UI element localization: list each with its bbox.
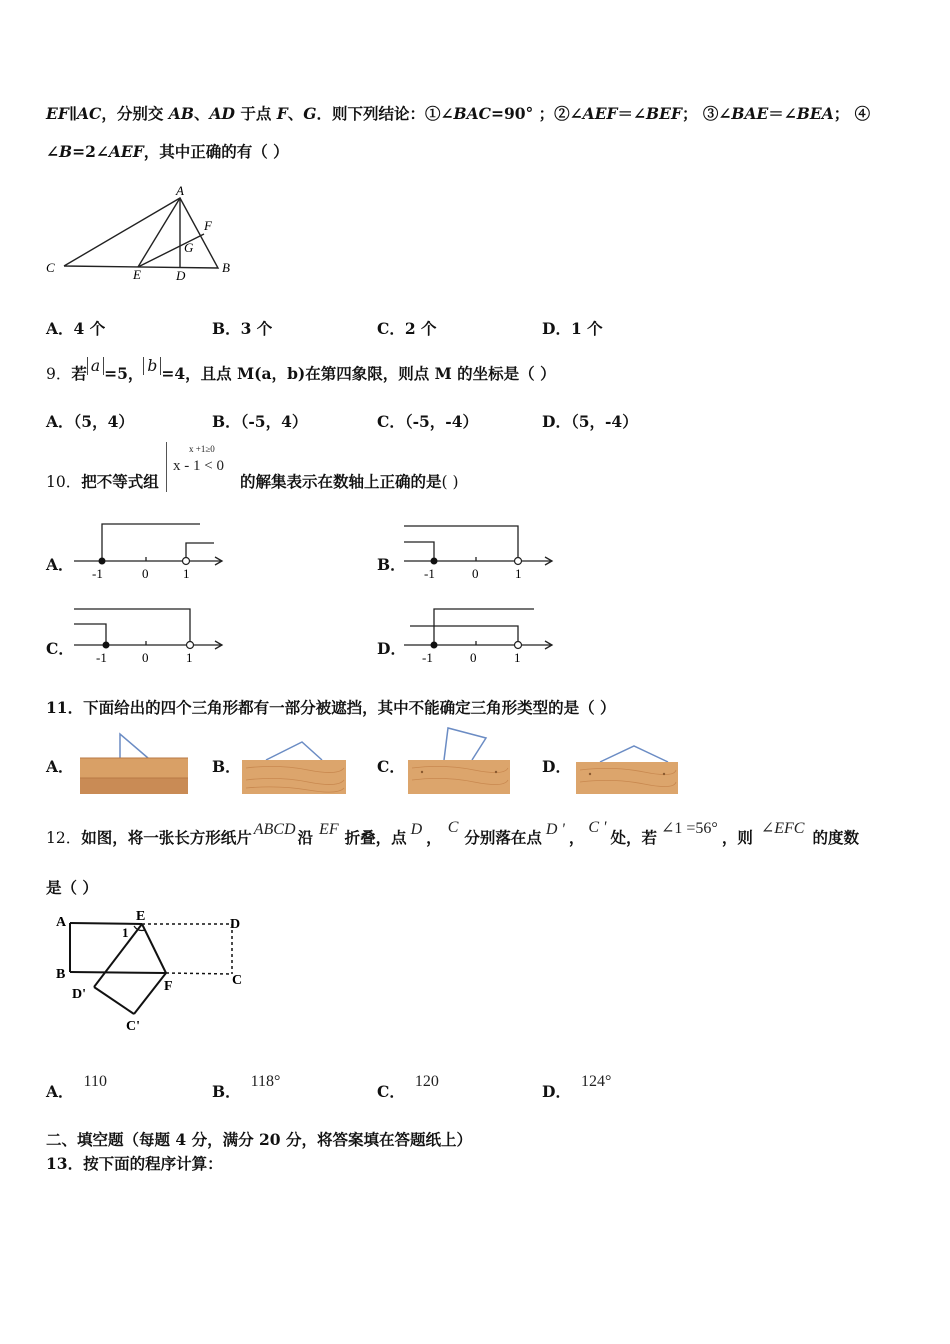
q8-label-b: B: [222, 260, 230, 275]
section-2-heading: 二、填空题（每题 4 分，满分 20 分，将答案填在答题纸上）: [46, 1130, 472, 1149]
q8-figure: [40, 182, 240, 282]
q8-label-f: F: [204, 218, 212, 233]
q11-option-b-letter[interactable]: B．: [212, 757, 241, 776]
q10-option-b-numberline[interactable]: [402, 520, 562, 584]
q12-option-b[interactable]: B．118°: [212, 1073, 281, 1101]
q10-stem-tail: 的解集表示在数轴上正确的是( ): [240, 472, 459, 491]
svg-text:1: 1: [183, 566, 190, 581]
svg-text:A: A: [56, 915, 67, 930]
svg-text:D': D': [72, 987, 86, 1002]
svg-text:-1: -1: [92, 566, 103, 581]
q11-option-b-figure[interactable]: [238, 730, 350, 796]
q10-option-c-letter[interactable]: C．: [46, 639, 74, 658]
q12-figure: [52, 906, 252, 1036]
q12-option-a[interactable]: A．110: [46, 1073, 107, 1101]
q11-option-a-figure[interactable]: [78, 730, 190, 796]
q11-stem: 11．下面给出的四个三角形都有一部分被遮挡，其中不能确定三角形类型的是（ ）: [46, 698, 616, 717]
q9-stem: 9．若 a =5， b =4，且点 M(a，b)在第四象限，则点 M 的坐标是（ ）: [46, 357, 556, 383]
q12-stem-line1: 12．如图，将一张长方形纸片 ABCD 沿 EF 折叠，点 D ，C分别落在点 D ' ，C '处，若 ∠1 =56° ，则 ∠EFC 的度数: [46, 819, 859, 847]
q10-num: 10．把不等式组: [46, 472, 159, 491]
q9-option-b[interactable]: B．（-5，4）: [212, 412, 308, 431]
svg-text:-1: -1: [422, 650, 433, 665]
q12-option-d[interactable]: D．124°: [542, 1073, 612, 1101]
q10-option-d-numberline[interactable]: [402, 604, 562, 668]
q10-option-b-letter[interactable]: B．: [377, 555, 406, 574]
q8-line1: EF∥AC，分别交 AB、AD 于点 F、G．则下列结论：①∠BAC=90° ；②∠AEF＝∠BEF； ③∠BAE＝∠BEA； ④: [46, 104, 871, 123]
q12-option-c[interactable]: C．120: [377, 1073, 439, 1101]
q10-option-a-letter[interactable]: A．: [46, 555, 74, 574]
svg-text:1: 1: [515, 566, 522, 581]
q11-option-c-figure[interactable]: [404, 722, 514, 796]
svg-text:-1: -1: [96, 650, 107, 665]
q9-abs-b: b: [143, 357, 161, 375]
q9-option-a[interactable]: A．（5，4）: [46, 412, 134, 431]
q11-option-c-letter[interactable]: C．: [377, 757, 405, 776]
q9-abs-a: a: [87, 357, 104, 375]
q8-option-d[interactable]: D．1 个: [542, 319, 603, 338]
svg-text:D: D: [230, 917, 241, 932]
q10-option-a-numberline[interactable]: [72, 520, 232, 584]
svg-text:0: 0: [142, 566, 149, 581]
svg-text:1: 1: [122, 925, 129, 940]
q13-stem: 13．按下面的程序计算：: [46, 1154, 223, 1173]
q8-line2: ∠B=2∠AEF，其中正确的有（ ）: [46, 142, 289, 161]
svg-text:C: C: [232, 973, 243, 988]
q11-option-d-figure[interactable]: [574, 730, 682, 796]
q11-option-d-letter[interactable]: D．: [542, 757, 571, 776]
q12-stem-line2: 是（ ）: [46, 878, 98, 897]
q8-label-c: C: [46, 260, 55, 275]
svg-text:-1: -1: [424, 566, 435, 581]
q8-label-e: E: [133, 267, 141, 282]
q8-option-a[interactable]: A．4 个: [46, 319, 106, 338]
q8-label-g: G: [184, 240, 194, 255]
q9-option-d[interactable]: D．（5，-4）: [542, 412, 638, 431]
q10-inequality-system: x +1≥0 x - 1 < 0: [166, 442, 239, 492]
svg-text:E: E: [136, 909, 146, 924]
svg-text:F: F: [164, 979, 173, 994]
q9-option-c[interactable]: C．（-5，-4）: [377, 412, 479, 431]
q8-label-d: D: [176, 268, 186, 282]
svg-text:0: 0: [472, 566, 479, 581]
q8-label-a: A: [176, 183, 184, 198]
svg-text:B: B: [56, 967, 66, 982]
q8-option-c[interactable]: C．2 个: [377, 319, 437, 338]
q8-option-b[interactable]: B．3 个: [212, 319, 273, 338]
svg-text:1: 1: [186, 650, 193, 665]
svg-text:1: 1: [514, 650, 521, 665]
q10-option-d-letter[interactable]: D．: [377, 639, 406, 658]
svg-text:0: 0: [470, 650, 477, 665]
q11-option-a-letter[interactable]: A．: [46, 757, 74, 776]
q10-option-c-numberline[interactable]: [72, 604, 232, 668]
svg-text:C': C': [126, 1019, 140, 1034]
svg-text:0: 0: [142, 650, 149, 665]
